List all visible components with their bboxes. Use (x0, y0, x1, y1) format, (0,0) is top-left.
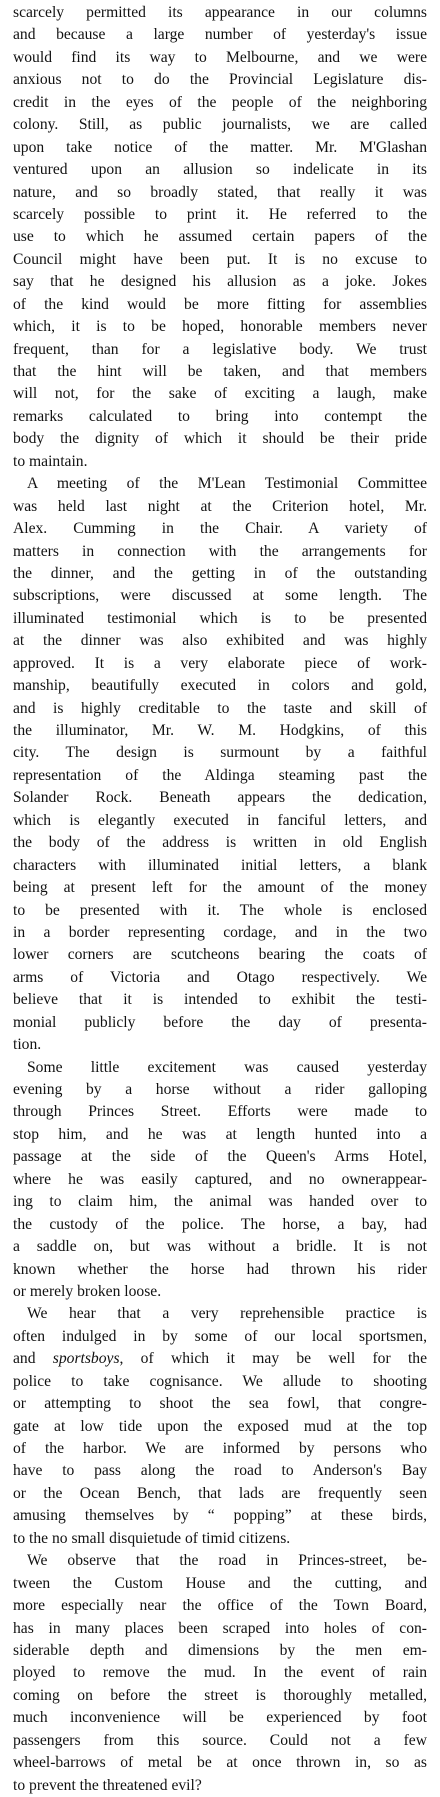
text-line: manship, beautifully executed in colors and gold, (13, 677, 427, 695)
text-line: at the dinner was also exhibited and was highly (13, 632, 427, 650)
article-paragraph (13, 2, 427, 473)
text-line: will not, for the sake of exciting a laugh, make (13, 385, 427, 403)
text-line: frequent, than for a legislative body. We trust (13, 340, 427, 358)
text-line: and because a large number of yesterday's issue (13, 26, 427, 44)
text-line: ing to claim him, the animal was handed over to (13, 1193, 427, 1211)
text-line: monial publicly before the day of presenta- (13, 1013, 427, 1031)
text-line: passengers from this source. Could not a few (13, 1731, 427, 1749)
text-line: and sportsboys, of which it may be well for the (13, 1350, 427, 1368)
text-line: Council might have been put. It is no excuse to (13, 250, 427, 268)
text-line: the body of the address is written in old English (13, 834, 427, 852)
text-line: that the hint will be taken, and that members (13, 363, 427, 380)
text-line: which is elegantly executed in fanciful letters, and (13, 811, 427, 829)
text-line: have to pass along the road to Anderson's Bay (13, 1462, 427, 1480)
text-line: gate at low tide upon the exposed mud at the top (13, 1417, 427, 1435)
article-paragraph (13, 473, 427, 1056)
newspaper-column (13, 2, 427, 1794)
text-line: to prevent the threatened evil? (13, 1776, 202, 1794)
text-line: the illuminator, Mr. W. M. Hodgkins, of this (13, 722, 427, 739)
text-line: ployed to remove the mud. In the event of rain (13, 1664, 427, 1682)
text-line: scarcely possible to print it. He referred to the (13, 205, 427, 223)
text-line: to the no small disquietude of timid citizens. (13, 1529, 291, 1547)
text-line: body the dignity of which it should be their pride (13, 430, 427, 448)
text-line: a saddle on, but was without a bridle. It is not (13, 1238, 427, 1256)
text-line: and is highly creditable to the taste and skill of (13, 699, 427, 717)
text-line: subscriptions, were discussed at some length. The (13, 587, 427, 605)
text-line: often indulged in by some of our local sportsmen, (13, 1327, 427, 1345)
text-line: say that he designed his allusion as a joke. Jokes (13, 273, 427, 291)
text-line: coming on before the street is thoroughly metalled, (13, 1686, 427, 1704)
text-line: stop him, and he was at length hunted into a (13, 1125, 427, 1143)
text-line: of the harbor. We are informed by persons who (13, 1440, 427, 1457)
text-line: city. The design is surmount by a faithful (13, 744, 427, 762)
text-line: wheel-barrows of metal be at once thrown in, so as (13, 1754, 427, 1772)
text-line: Some little excitement was caused yesterday (27, 1058, 427, 1076)
text-line: has in many places been scraped into holes of con- (13, 1619, 427, 1637)
text-line: anxious not to do the Provincial Legislature dis- (13, 71, 427, 89)
text-line: was held last night at the Criterion hotel, Mr. (13, 497, 427, 515)
text-line: A meeting of the M'Lean Testimonial Committee (27, 475, 427, 493)
italic-word: sportsboys (52, 1350, 120, 1368)
text-line: We observe that the road in Princes-street, be- (27, 1552, 427, 1570)
text-line: to be presented with it. The whole is enclosed (13, 901, 427, 919)
text-line: arms of Victoria and Otago respectively. We (13, 968, 427, 986)
text-line: passage at the side of the Queen's Arms Hotel, (13, 1148, 427, 1166)
text-line: or attempting to shoot the sea fowl, that congre- (13, 1395, 427, 1413)
text-line: believe that it is intended to exhibit the testi- (13, 991, 427, 1009)
text-line: scarcely permitted its appearance in our columns (13, 4, 427, 21)
text-line: Solander Rock. Beneath appears the dedication, (13, 789, 427, 807)
text-line: or merely broken loose. (13, 1282, 162, 1300)
text-line: representation of the Aldinga steaming past the (13, 766, 427, 784)
text-line: in a border representing cordage, and in the two (13, 923, 427, 941)
article-paragraph (13, 1057, 427, 1304)
text-line: which, it is to be hoped, honorable members never (13, 318, 427, 336)
text-line: illuminated testimonial which is to be presented (13, 609, 427, 627)
text-line: evening by a horse without a rider galloping (13, 1081, 427, 1098)
article-paragraph (13, 1550, 427, 1797)
article-paragraph (13, 1303, 427, 1550)
text-line: being at present left for the amount of the money (13, 879, 427, 897)
text-line: siderable depth and dimensions by the men em- (13, 1641, 427, 1659)
text-line: credit in the eyes of the people of the neighboring (13, 93, 427, 111)
text-line: Alex. Cumming in the Chair. A variety of (13, 520, 427, 538)
text-line: would find its way to Melbourne, and we were (13, 48, 427, 66)
text-line: characters with illuminated initial letters, a blank (13, 856, 427, 874)
text-line: the custody of the police. The horse, a bay, had (13, 1215, 427, 1233)
text-line: to maintain. (13, 452, 88, 470)
text-line: police to take cognisance. We allude to shooting (13, 1372, 427, 1390)
text-line: colony. Still, as public journalists, we are called (13, 116, 427, 134)
text-line: use to which he assumed certain papers of the (13, 228, 427, 246)
text-line: remarks calculated to bring into contempt the (13, 407, 427, 425)
text-line: upon take notice of the matter. Mr. M'Glashan (13, 138, 427, 156)
text-line: where he was easily captured, and no ownerappear- (13, 1170, 427, 1188)
text-line: the dinner, and the getting in of the outstanding (13, 564, 427, 582)
text-line: nature, and so broadly stated, that really it was (13, 183, 427, 201)
text-line: We hear that a very reprehensible practice is (27, 1305, 427, 1323)
text-line: known whether the horse had thrown his rider (13, 1260, 427, 1278)
text-line: ventured upon an allusion so indelicate in its (13, 161, 427, 179)
text-line: tween the Custom House and the cutting, and (13, 1574, 427, 1592)
text-line: tion. (13, 1036, 42, 1054)
text-line: through Princes Street. Efforts were made to (13, 1103, 427, 1121)
text-line: or the Ocean Bench, that lads are frequently seen (13, 1484, 427, 1502)
text-line: approved. It is a very elaborate piece of work- (13, 654, 427, 672)
article-body (13, 2, 427, 1797)
text-line: lower corners are scutcheons bearing the coats of (13, 946, 427, 964)
text-line: much inconvenience will be experienced by foot (13, 1709, 427, 1727)
text-line: matters in connection with the arrangements for (13, 542, 427, 560)
text-line: more especially near the office of the Town Board, (13, 1597, 427, 1615)
text-line: of the kind would be more fitting for assemblies (13, 295, 427, 313)
text-line: amusing themselves by “ popping” at these birds, (13, 1507, 427, 1525)
